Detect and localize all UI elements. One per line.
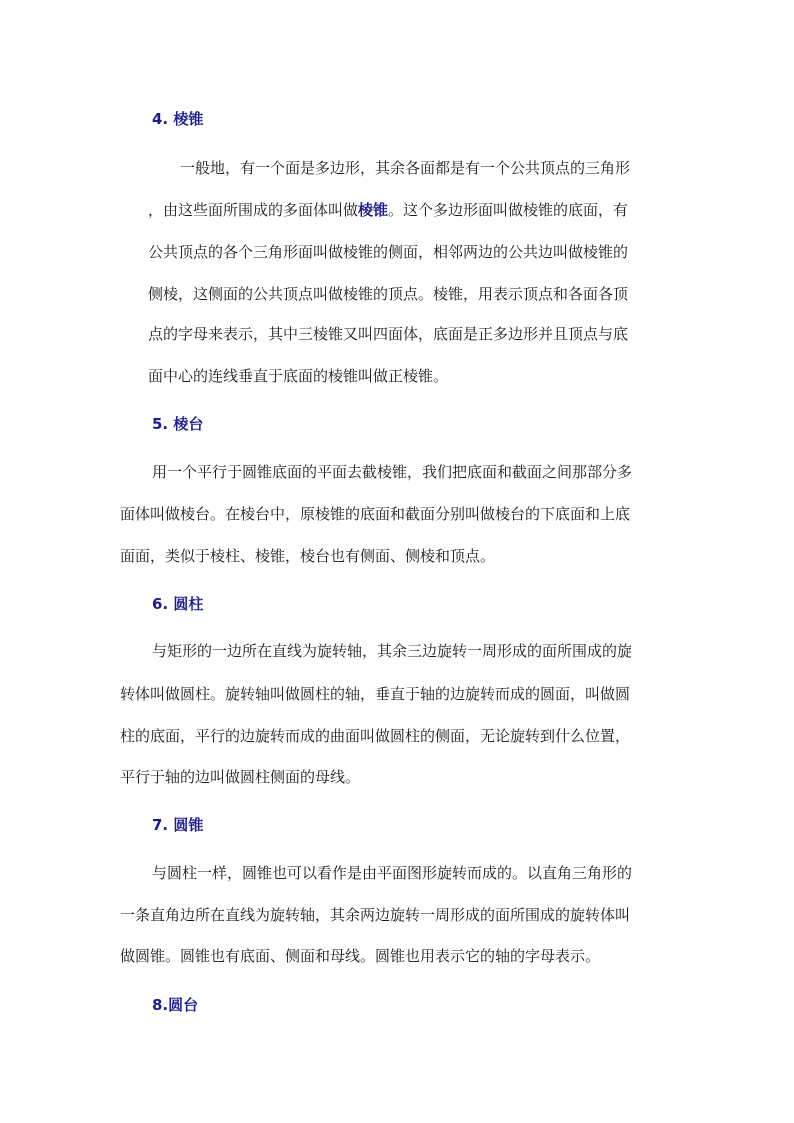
paragraph-line: [148, 200, 628, 220]
text-run: ，由这些面所围成的多面体叫做: [148, 201, 359, 219]
paragraph-line: 侧棱，这侧面的公共顶点叫做棱锥的顶点。棱锥，用表示顶点和各面各顶: [148, 285, 629, 303]
section-heading-cylinder: 6. 圆柱: [152, 595, 204, 613]
keyword-pyramid: 棱锥: [358, 201, 389, 219]
paragraph-line: 一般地，有一个面是多边形，其余各面都是有一个公共顶点的三角形: [180, 159, 631, 177]
paragraph-line: 柱的底面，平行的边旋转而成的曲面叫做圆柱的侧面，无论旋转到什么位置，: [120, 727, 631, 745]
paragraph-line: 面体叫做棱台。在棱台中，原棱锥的底面和截面分别叫做棱台的下底面和上底: [120, 505, 631, 523]
paragraph-line: 做圆锥。圆锥也有底面、侧面和母线。圆锥也用表示它的轴的字母表示。: [120, 947, 601, 965]
paragraph-line: 与矩形的一边所在直线为旋转轴，其余三边旋转一周形成的面所围成的旋: [152, 642, 633, 660]
section-heading-pyramid: 4. 棱锥: [152, 110, 204, 128]
text-run: 。这个多边形面叫做棱锥的底面，有: [388, 201, 629, 219]
section-heading-frustum-pyramid: 5. 棱台: [152, 415, 204, 433]
paragraph-line: 公共顶点的各个三角形面叫做棱锥的侧面，相邻两边的公共边叫做棱锥的: [148, 243, 629, 261]
paragraph-line: 平行于轴的边叫做圆柱侧面的母线。: [120, 768, 361, 786]
paragraph-line: 一条直角边所在直线为旋转轴，其余两边旋转一周形成的面所围成的旋转体叫: [120, 906, 631, 924]
paragraph-line: 面面，类似于棱柱、棱锥，棱台也有侧面、侧棱和顶点。: [120, 547, 496, 565]
paragraph-line: 面中心的连线垂直于底面的棱锥叫做正棱锥。: [148, 367, 449, 385]
section-heading-cone: 7. 圆锥: [152, 816, 204, 834]
paragraph-line: 点的字母来表示，其中三棱锥又叫四面体，底面是正多边形并且顶点与底: [148, 325, 629, 343]
section-heading-frustum-cone: 8.圆台: [152, 996, 199, 1014]
paragraph-line: 转体叫做圆柱。旋转轴叫做圆柱的轴，垂直于轴的边旋转而成的圆面，叫做圆: [120, 685, 631, 703]
paragraph-line: 与圆柱一样，圆锥也可以看作是由平面图形旋转而成的。以直角三角形的: [152, 864, 633, 882]
paragraph-line: 用一个平行于圆锥底面的平面去截棱锥，我们把底面和截面之间那部分多: [152, 463, 633, 481]
